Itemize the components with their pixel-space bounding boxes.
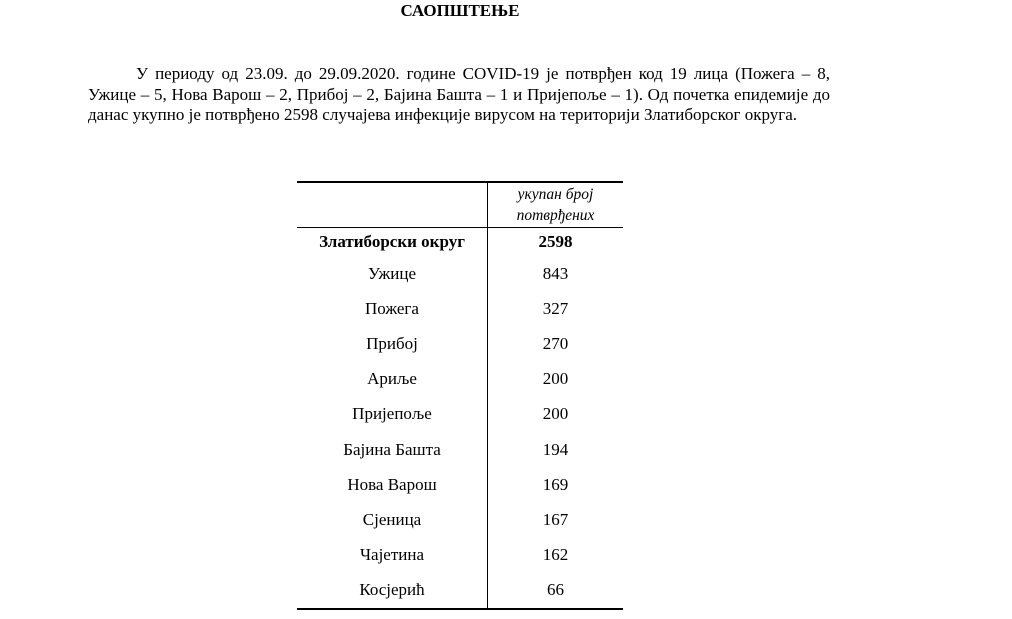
region-name: Прибој xyxy=(297,326,488,361)
region-name: Бајина Башта xyxy=(297,432,488,467)
table-row xyxy=(297,326,623,361)
region-name: Чајетина xyxy=(297,538,488,573)
confirmed-count: 200 xyxy=(542,404,569,424)
header-region-cell xyxy=(297,182,488,228)
confirmed-count: 843 xyxy=(542,263,569,283)
header-confirmed-line1: укупан број xyxy=(517,186,594,203)
table-row xyxy=(297,538,623,573)
document-title: САОПШТЕЊЕ xyxy=(400,1,520,20)
table-header-row xyxy=(297,182,623,228)
table-row xyxy=(297,432,623,467)
region-name: Нова Варош xyxy=(297,467,488,502)
confirmed-count: 162 xyxy=(542,545,569,565)
header-confirmed-line2: потврђених xyxy=(516,207,595,224)
table-row xyxy=(297,573,623,609)
region-name: Пожега xyxy=(297,291,488,326)
header-confirmed-cell xyxy=(488,182,624,228)
table-row xyxy=(297,291,623,326)
confirmed-count: 194 xyxy=(542,439,569,459)
region-name: Сјеница xyxy=(297,502,488,537)
confirmed-count: 169 xyxy=(542,474,569,494)
confirmed-count: 327 xyxy=(542,298,569,318)
table-row-total xyxy=(297,228,623,257)
confirmed-count: 200 xyxy=(542,369,569,389)
paragraph-text: У периоду од 23.09. до 29.09.2020. године COVID-19 је потврђен код 19 лица (Пожега – 8, Ужице – 5, Нова Варош – 2, Прибој – 2, Бајина Башта – 1 и Пријепоље – 1). Од почетка епидемије до данас укупно је потврђено 2598 случајева инфекције вирусом на територији Златиборског округа. xyxy=(88,64,830,124)
region-name: Златиборски округ xyxy=(297,228,488,257)
table-row xyxy=(297,467,623,502)
table-row xyxy=(297,397,623,432)
region-name: Пријепоље xyxy=(297,397,488,432)
region-name: Косјерић xyxy=(297,573,488,609)
region-name: Ужице xyxy=(297,256,488,291)
confirmed-count: 66 xyxy=(488,573,624,609)
confirmed-count: 167 xyxy=(542,509,569,529)
confirmed-count: 270 xyxy=(542,333,569,353)
table-row xyxy=(297,502,623,537)
cases-table xyxy=(297,181,623,610)
table-row xyxy=(297,362,623,397)
region-name: Ариље xyxy=(297,362,488,397)
announcement-paragraph xyxy=(88,64,830,126)
confirmed-count: 2598 xyxy=(538,232,573,251)
table-row xyxy=(297,256,623,291)
